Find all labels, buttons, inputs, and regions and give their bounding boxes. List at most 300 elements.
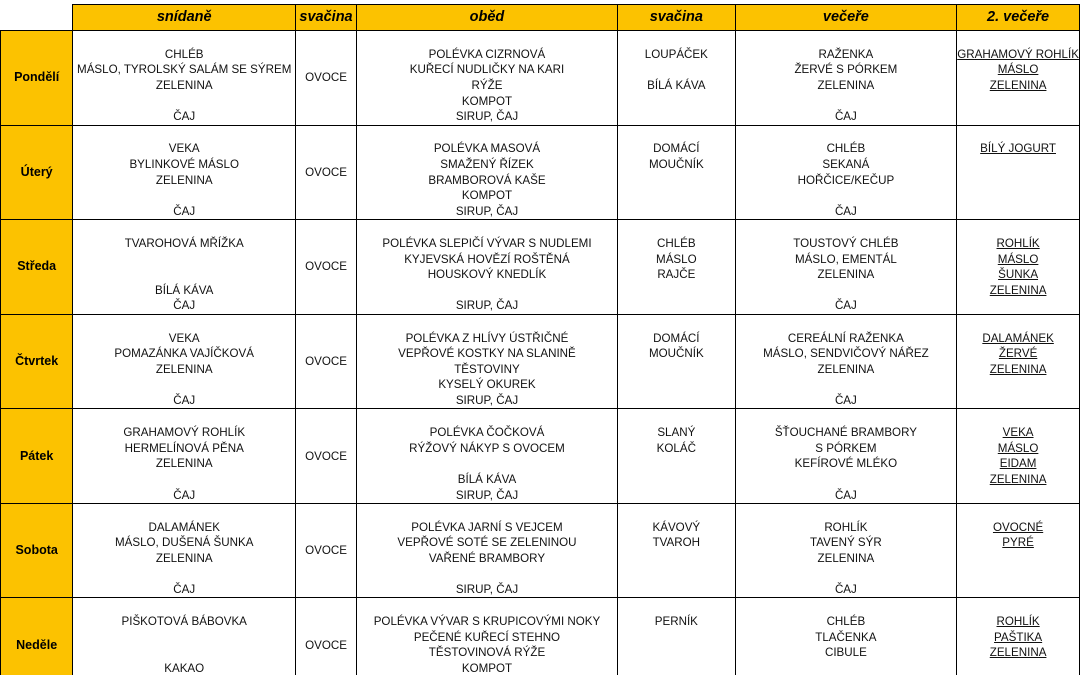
dinner-item	[735, 377, 957, 393]
breakfast-item	[73, 172, 296, 188]
breakfast-item-text: ZELENINA	[155, 457, 213, 471]
dinner-item	[735, 472, 957, 488]
dinner-item	[735, 220, 957, 236]
breakfast-item-text: HERMELÍNOVÁ PĚNA	[124, 441, 244, 455]
lunch-item	[356, 361, 617, 377]
dinner-item-text: ZELENINA	[817, 79, 875, 93]
second-dinner-item	[957, 456, 1080, 472]
dinner-item	[735, 409, 957, 425]
afternoon-snack-item	[618, 393, 736, 409]
second-dinner-item-text: ŠUNKA	[998, 268, 1039, 282]
menu-row	[1, 157, 1080, 173]
breakfast-item-text: PIŠKOTOVÁ BÁBOVKA	[121, 615, 247, 629]
breakfast-item	[73, 487, 296, 503]
breakfast-item	[73, 267, 296, 283]
menu-row	[1, 78, 1080, 94]
lunch-item-text: POLÉVKA Z HLÍVY ÚSTŘIČNÉ	[405, 331, 569, 345]
breakfast-item	[73, 78, 296, 94]
lunch-item	[356, 251, 617, 267]
second-dinner-item	[957, 298, 1080, 314]
lunch-item-text: BÍLÁ KÁVA	[457, 472, 517, 486]
lunch-item	[356, 188, 617, 204]
lunch-item-text: POLÉVKA JARNÍ S VEJCEM	[411, 520, 563, 534]
afternoon-snack-item	[618, 661, 736, 675]
breakfast-item-text: VEKA	[168, 142, 200, 156]
dinner-item	[735, 236, 957, 252]
lunch-item	[356, 141, 617, 157]
dinner-item	[735, 283, 957, 299]
lunch-item-text: TĚSTOVINY	[454, 362, 520, 376]
menu-row	[1, 472, 1080, 488]
lunch-item	[356, 456, 617, 472]
breakfast-item	[73, 204, 296, 220]
second-dinner-item	[957, 582, 1080, 598]
weekly-menu-table	[0, 4, 1080, 675]
breakfast-item	[73, 582, 296, 598]
second-dinner-item	[957, 220, 1080, 236]
second-dinner-item	[957, 551, 1080, 567]
afternoon-snack-item	[618, 598, 736, 614]
lunch-item-text: VAŘENÉ BRAMBORY	[428, 551, 546, 565]
afternoon-snack-item-text: MÁSLO	[656, 252, 697, 266]
lunch-item	[356, 236, 617, 252]
second-dinner-item	[957, 361, 1080, 377]
lunch-item	[356, 377, 617, 393]
dinner-item	[735, 78, 957, 94]
breakfast-item-text: BYLINKOVÉ MÁSLO	[129, 158, 239, 172]
breakfast-item-text: ČAJ	[173, 488, 196, 502]
dinner-item	[735, 535, 957, 551]
second-dinner-item	[957, 614, 1080, 630]
dinner-item-text: KEFÍROVÉ MLÉKO	[794, 457, 898, 471]
lunch-item	[356, 109, 617, 125]
dinner-item	[735, 661, 957, 675]
afternoon-snack-item-text: RAJČE	[657, 268, 696, 282]
breakfast-item	[73, 141, 296, 157]
afternoon-snack-item	[618, 566, 736, 582]
breakfast-item	[73, 220, 296, 236]
menu-row	[1, 409, 1080, 425]
afternoon-snack-item	[618, 188, 736, 204]
day-name: Středa	[1, 220, 73, 315]
afternoon-snack-item-text: TVAROH	[652, 536, 701, 550]
breakfast-item-text: VEKA	[168, 331, 200, 345]
dinner-item	[735, 519, 957, 535]
second-dinner-item	[957, 346, 1080, 362]
dinner-item	[735, 267, 957, 283]
breakfast-item	[73, 472, 296, 488]
second-dinner-item	[957, 377, 1080, 393]
afternoon-snack-item-text: MOUČNÍK	[648, 158, 704, 172]
lunch-item-text: SIRUP, ČAJ	[455, 204, 519, 218]
second-dinner-item	[957, 330, 1080, 346]
afternoon-snack-item-text: KOLÁČ	[656, 441, 696, 455]
afternoon-snack-item	[618, 361, 736, 377]
second-dinner-item	[957, 566, 1080, 582]
second-dinner-item-text: ZELENINA	[989, 646, 1047, 660]
dinner-item	[735, 425, 957, 441]
menu-row	[1, 298, 1080, 314]
breakfast-item	[73, 346, 296, 362]
dinner-item-text: ČAJ	[834, 488, 857, 502]
menu-row	[1, 125, 1080, 141]
dinner-item	[735, 93, 957, 109]
lunch-item-text: BRAMBOROVÁ KAŠE	[428, 173, 546, 187]
menu-row	[1, 456, 1080, 472]
second-dinner-item	[957, 314, 1080, 330]
breakfast-item	[73, 62, 296, 78]
menu-row	[1, 393, 1080, 409]
afternoon-snack-item-text: PERNÍK	[654, 615, 698, 629]
dinner-item-text: SEKANÁ	[822, 158, 870, 172]
breakfast-item	[73, 109, 296, 125]
lunch-item	[356, 298, 617, 314]
dinner-item	[735, 314, 957, 330]
breakfast-item	[73, 251, 296, 267]
header-dinner: večeře	[735, 5, 957, 31]
lunch-item-text: POLÉVKA MASOVÁ	[433, 142, 541, 156]
dinner-item	[735, 582, 957, 598]
second-dinner-item-text: GRAHAMOVÝ ROHLÍK	[957, 47, 1079, 61]
lunch-item-text: SMAŽENÝ ŘÍZEK	[440, 158, 534, 172]
afternoon-snack-item	[618, 425, 736, 441]
menu-row	[1, 267, 1080, 283]
dinner-item	[735, 298, 957, 314]
breakfast-item	[73, 361, 296, 377]
lunch-item	[356, 314, 617, 330]
dinner-item-text: CHLÉB	[826, 615, 866, 629]
breakfast-item-text: ČAJ	[173, 204, 196, 218]
menu-row	[1, 109, 1080, 125]
day-name: Úterý	[1, 125, 73, 220]
breakfast-item-text: GRAHAMOVÝ ROHLÍK	[123, 426, 246, 440]
lunch-item	[356, 330, 617, 346]
afternoon-snack-item	[618, 330, 736, 346]
afternoon-snack-item	[618, 172, 736, 188]
afternoon-snack-item	[618, 535, 736, 551]
second-dinner-item	[957, 503, 1080, 519]
second-dinner-item-text: ZELENINA	[989, 79, 1047, 93]
menu-row	[1, 614, 1080, 630]
second-dinner-item	[957, 236, 1080, 252]
dinner-item	[735, 551, 957, 567]
lunch-item	[356, 614, 617, 630]
afternoon-snack-item	[618, 630, 736, 646]
lunch-item-text: RÝŽOVÝ NÁKYP S OVOCEM	[409, 441, 565, 455]
menu-row	[1, 141, 1080, 157]
afternoon-snack-item	[618, 157, 736, 173]
lunch-item-text: KOMPOT	[461, 94, 513, 108]
second-dinner-item	[957, 62, 1080, 78]
dinner-item	[735, 393, 957, 409]
dinner-item-text: MÁSLO, EMENTÁL	[795, 252, 897, 266]
lunch-item	[356, 47, 617, 63]
breakfast-item	[73, 535, 296, 551]
menu-row	[1, 661, 1080, 675]
afternoon-snack-item	[618, 125, 736, 141]
afternoon-snack-item-text: MOUČNÍK	[648, 347, 704, 361]
header-breakfast: snídaně	[73, 5, 296, 31]
dinner-item-text: ČAJ	[834, 299, 857, 313]
afternoon-snack-item	[618, 519, 736, 535]
lunch-item	[356, 661, 617, 675]
afternoon-snack-item	[618, 93, 736, 109]
afternoon-snack-item-text: DOMÁCÍ	[653, 142, 700, 156]
breakfast-item	[73, 409, 296, 425]
lunch-item-text: SIRUP, ČAJ	[455, 299, 519, 313]
dinner-item	[735, 503, 957, 519]
breakfast-item	[73, 125, 296, 141]
dinner-item-text: S PÓRKEM	[815, 441, 877, 455]
dinner-item-text: TLAČENKA	[815, 630, 877, 644]
day-name: Čtvrtek	[1, 314, 73, 409]
menu-row	[1, 630, 1080, 646]
afternoon-snack-item	[618, 440, 736, 456]
dinner-item	[735, 440, 957, 456]
dinner-item-text: MÁSLO, SENDVIČOVÝ NÁŘEZ	[763, 347, 929, 361]
lunch-item-text: POLÉVKA CIZRNOVÁ	[428, 47, 546, 61]
breakfast-item	[73, 188, 296, 204]
second-dinner-item	[957, 425, 1080, 441]
second-dinner-item	[957, 125, 1080, 141]
lunch-item-text: PEČENÉ KUŘECÍ STEHNO	[413, 630, 561, 644]
afternoon-snack-item	[618, 78, 736, 94]
afternoon-snack-item-text: KÁVOVÝ	[652, 520, 701, 534]
menu-row	[1, 47, 1080, 63]
lunch-item-text: TĚSTOVINOVÁ RÝŽE	[428, 646, 546, 660]
dinner-item-text: CIBULE	[824, 646, 867, 660]
menu-body	[1, 31, 1080, 675]
lunch-item	[356, 172, 617, 188]
second-dinner-item	[957, 630, 1080, 646]
menu-row	[1, 251, 1080, 267]
dinner-item	[735, 109, 957, 125]
second-dinner-item	[957, 47, 1080, 63]
second-dinner-item-text: DALAMÁNEK	[982, 331, 1054, 345]
lunch-item	[356, 31, 617, 47]
second-dinner-item	[957, 251, 1080, 267]
dinner-item	[735, 566, 957, 582]
afternoon-snack-item	[618, 267, 736, 283]
menu-row	[1, 330, 1080, 346]
breakfast-item	[73, 551, 296, 567]
breakfast-item	[73, 456, 296, 472]
second-dinner-item	[957, 393, 1080, 409]
menu-row	[1, 598, 1080, 614]
afternoon-snack-item	[618, 109, 736, 125]
header-snack-morning: svačina	[296, 5, 357, 31]
breakfast-item	[73, 298, 296, 314]
afternoon-snack-item-text: SLANÝ	[657, 426, 696, 440]
afternoon-snack-item-text: BÍLÁ KÁVA	[647, 79, 706, 93]
menu-row	[1, 582, 1080, 598]
dinner-item	[735, 330, 957, 346]
afternoon-snack-item	[618, 551, 736, 567]
breakfast-item	[73, 645, 296, 661]
lunch-item	[356, 503, 617, 519]
afternoon-snack-item	[618, 409, 736, 425]
afternoon-snack-item	[618, 645, 736, 661]
dinner-item-text: CEREÁLNÍ RAŽENKA	[787, 331, 904, 345]
lunch-item	[356, 346, 617, 362]
second-dinner-item-text: OVOCNÉ	[992, 520, 1044, 534]
menu-row	[1, 172, 1080, 188]
second-dinner-item	[957, 204, 1080, 220]
breakfast-item	[73, 440, 296, 456]
morning-snack-item: OVOCE	[296, 314, 357, 409]
breakfast-item	[73, 377, 296, 393]
dinner-item	[735, 141, 957, 157]
breakfast-item	[73, 630, 296, 646]
second-dinner-item-text: ROHLÍK	[996, 237, 1040, 251]
dinner-item	[735, 251, 957, 267]
afternoon-snack-item	[618, 251, 736, 267]
dinner-item	[735, 361, 957, 377]
afternoon-snack-item	[618, 47, 736, 63]
breakfast-item-text: MÁSLO, DUŠENÁ ŠUNKA	[114, 536, 254, 550]
second-dinner-item	[957, 31, 1080, 47]
header-lunch: oběd	[356, 5, 617, 31]
afternoon-snack-item	[618, 220, 736, 236]
breakfast-item	[73, 661, 296, 675]
dinner-item-text: ZELENINA	[817, 268, 875, 282]
header-snack-afternoon: svačina	[618, 5, 736, 31]
second-dinner-item	[957, 188, 1080, 204]
morning-snack-item: OVOCE	[296, 598, 357, 675]
second-dinner-item-text: MÁSLO	[997, 252, 1039, 266]
lunch-item-text: KOMPOT	[461, 189, 513, 203]
dinner-item-text: TOUSTOVÝ CHLÉB	[793, 237, 899, 251]
day-name: Neděle	[1, 598, 73, 675]
second-dinner-item	[957, 645, 1080, 661]
second-dinner-item	[957, 661, 1080, 675]
lunch-item-text: VEPŘOVÉ SOTÉ SE ZELENINOU	[397, 536, 577, 550]
breakfast-item	[73, 236, 296, 252]
lunch-item-text: RÝŽE	[471, 79, 503, 93]
dinner-item-text: CHLÉB	[826, 142, 866, 156]
breakfast-item	[73, 283, 296, 299]
lunch-item-text: SIRUP, ČAJ	[455, 393, 519, 407]
dinner-item-text: ZELENINA	[817, 551, 875, 565]
second-dinner-item-text: ŽERVÉ	[998, 347, 1038, 361]
lunch-item-text: VEPŘOVÉ KOSTKY NA SLANINĚ	[398, 347, 576, 361]
menu-row	[1, 188, 1080, 204]
lunch-item	[356, 157, 617, 173]
afternoon-snack-item	[618, 283, 736, 299]
breakfast-item-text: ČAJ	[173, 393, 196, 407]
menu-row	[1, 220, 1080, 236]
menu-row	[1, 314, 1080, 330]
afternoon-snack-item	[618, 236, 736, 252]
afternoon-snack-item	[618, 298, 736, 314]
day-name: Pondělí	[1, 31, 73, 126]
menu-row	[1, 487, 1080, 503]
lunch-item	[356, 62, 617, 78]
dinner-item	[735, 598, 957, 614]
lunch-item	[356, 267, 617, 283]
afternoon-snack-item	[618, 614, 736, 630]
lunch-item-text: HOUSKOVÝ KNEDLÍK	[427, 268, 547, 282]
breakfast-item	[73, 425, 296, 441]
breakfast-item	[73, 31, 296, 47]
second-dinner-item-text: MÁSLO	[997, 63, 1039, 77]
breakfast-item	[73, 314, 296, 330]
dinner-item-text: ŽERVÉ S PÓRKEM	[794, 63, 898, 77]
dinner-item	[735, 630, 957, 646]
lunch-item	[356, 598, 617, 614]
afternoon-snack-item-text: CHLÉB	[656, 237, 696, 251]
second-dinner-item-text: PAŠTIKA	[994, 630, 1043, 644]
afternoon-snack-item	[618, 62, 736, 78]
lunch-item	[356, 393, 617, 409]
second-dinner-item	[957, 472, 1080, 488]
second-dinner-item	[957, 519, 1080, 535]
breakfast-item-text: BÍLÁ KÁVA	[154, 283, 214, 297]
day-name: Sobota	[1, 503, 73, 598]
header-corner	[1, 5, 73, 31]
breakfast-item-text: ČAJ	[173, 583, 196, 597]
dinner-item-text: ZELENINA	[817, 362, 875, 376]
menu-row	[1, 346, 1080, 362]
dinner-item-text: ROHLÍK	[824, 520, 868, 534]
lunch-item-text: KYSELÝ OKUREK	[438, 378, 536, 392]
lunch-item-text: POLÉVKA ČOČKOVÁ	[429, 426, 545, 440]
afternoon-snack-item-text: LOUPÁČEK	[644, 47, 708, 61]
breakfast-item	[73, 566, 296, 582]
afternoon-snack-item	[618, 456, 736, 472]
lunch-item	[356, 487, 617, 503]
dinner-item	[735, 188, 957, 204]
menu-row	[1, 425, 1080, 441]
second-dinner-item	[957, 267, 1080, 283]
dinner-item-text: ČAJ	[834, 204, 857, 218]
breakfast-item-text: KAKAO	[164, 662, 205, 675]
dinner-item-text: ČAJ	[834, 393, 857, 407]
dinner-item-text: ČAJ	[834, 583, 857, 597]
afternoon-snack-item-text: DOMÁCÍ	[653, 331, 700, 345]
afternoon-snack-item	[618, 472, 736, 488]
afternoon-snack-item	[618, 31, 736, 47]
second-dinner-item-text: BÍLÝ JOGURT	[980, 142, 1056, 156]
breakfast-item-text: ZELENINA	[155, 362, 213, 376]
dinner-item	[735, 31, 957, 47]
menu-row	[1, 283, 1080, 299]
second-dinner-item-text: MÁSLO	[997, 441, 1039, 455]
afternoon-snack-item	[618, 314, 736, 330]
dinner-item	[735, 456, 957, 472]
second-dinner-item	[957, 141, 1080, 157]
second-dinner-item	[957, 409, 1080, 425]
breakfast-item	[73, 93, 296, 109]
breakfast-item-text: CHLÉB	[164, 47, 204, 61]
second-dinner-item-text: ZELENINA	[989, 362, 1047, 376]
menu-row	[1, 535, 1080, 551]
lunch-item-text: SIRUP, ČAJ	[455, 110, 519, 124]
breakfast-item	[73, 598, 296, 614]
dinner-item	[735, 204, 957, 220]
dinner-item	[735, 125, 957, 141]
lunch-item	[356, 472, 617, 488]
breakfast-item-text: MÁSLO, TYROLSKÝ SALÁM SE SÝREM	[77, 63, 292, 77]
menu-row	[1, 93, 1080, 109]
header-row	[1, 5, 1080, 31]
lunch-item	[356, 283, 617, 299]
lunch-item	[356, 566, 617, 582]
second-dinner-item-text: ZELENINA	[989, 283, 1047, 297]
breakfast-item-text: ČAJ	[173, 299, 196, 313]
lunch-item-text: KUŘECÍ NUDLIČKY NA KARI	[409, 63, 565, 77]
lunch-item	[356, 220, 617, 236]
